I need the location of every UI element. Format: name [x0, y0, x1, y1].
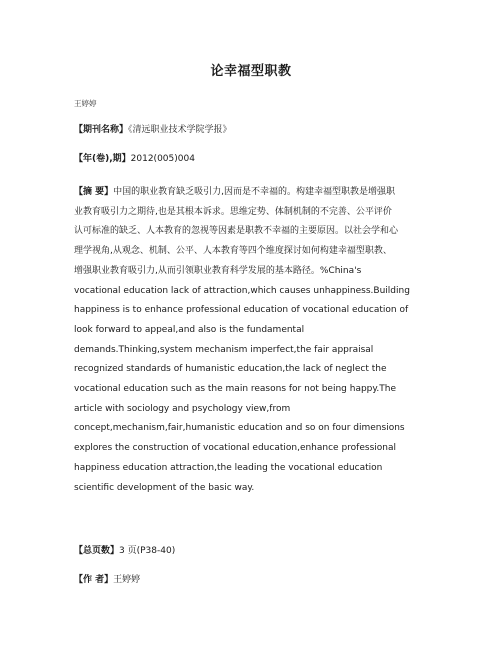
abstract-line: happiness education attraction,the leading the vocational education: [74, 462, 383, 473]
abstract-line: vocational education such as the main reasons for not being happy.The: [74, 384, 397, 395]
abstract-line: 认可标准的缺乏、人本教育的忽视等因素是职教不幸福的主要原因。以社会学和心: [74, 226, 399, 237]
abstract-line: demands.Thinking,system mechanism imperfect,the fair appraisal: [74, 344, 374, 355]
abstract-line: article with sociology and psychology view,from: [74, 403, 291, 414]
journal-value: 《清远职业技术学院学报》: [128, 125, 232, 135]
abstract-line: concept,mechanism,fair,humanistic education and so on four dimensions: [74, 423, 405, 434]
abstract-line: 增强职业教育吸引力,从而引领职业教育科学发展的基本路径。%China's: [74, 265, 362, 276]
issue-label: 【年(卷),期】: [74, 154, 131, 164]
journal-field: [74, 124, 434, 136]
abstract-text: 中国的职业教育缺乏吸引力,因而是不幸福的。构建幸福型职教是增强职: [113, 187, 396, 197]
abstract-line: recognized standards of humanistic education,the lack of neglect the: [74, 364, 387, 375]
author-label: 【作 者】: [74, 575, 114, 585]
document-title: 论幸福型职教: [210, 64, 292, 79]
author-value: 王婷婷: [113, 575, 141, 585]
author-byline: 王婷婷: [74, 99, 97, 108]
journal-label: 【期刊名称】: [74, 125, 129, 135]
abstract-line: 理学视角,从观念、机制、公平、人本教育等四个维度探讨如何构建幸福型职教、: [74, 246, 392, 257]
pages-value: 3 页(P38-40): [119, 546, 176, 556]
abstract-line: happiness is to enhance professional education of vocational education of: [74, 305, 409, 316]
issue-field: [74, 153, 434, 165]
abstract-line: scientific development of the basic way.: [74, 482, 255, 493]
abstract-line: [74, 183, 444, 203]
abstract-block: [74, 183, 444, 498]
issue-value: 2012(005)004: [130, 154, 195, 164]
pages-field: [74, 545, 434, 557]
pages-label: 【总页数】: [74, 546, 120, 556]
author-field: [74, 574, 434, 586]
abstract-line: explores the construction of vocational education,enhance professional: [74, 443, 396, 454]
abstract-line: look forward to appeal,and also is the fundamental: [74, 324, 305, 335]
abstract-line: 业教育吸引力之期待,也是其根本诉求。思维定势、体制机制的不完善、公平评价: [74, 206, 392, 217]
abstract-line: vocational education lack of attraction,which causes unhappiness.Building: [74, 285, 410, 296]
abstract-label: 【摘 要】: [74, 187, 114, 197]
